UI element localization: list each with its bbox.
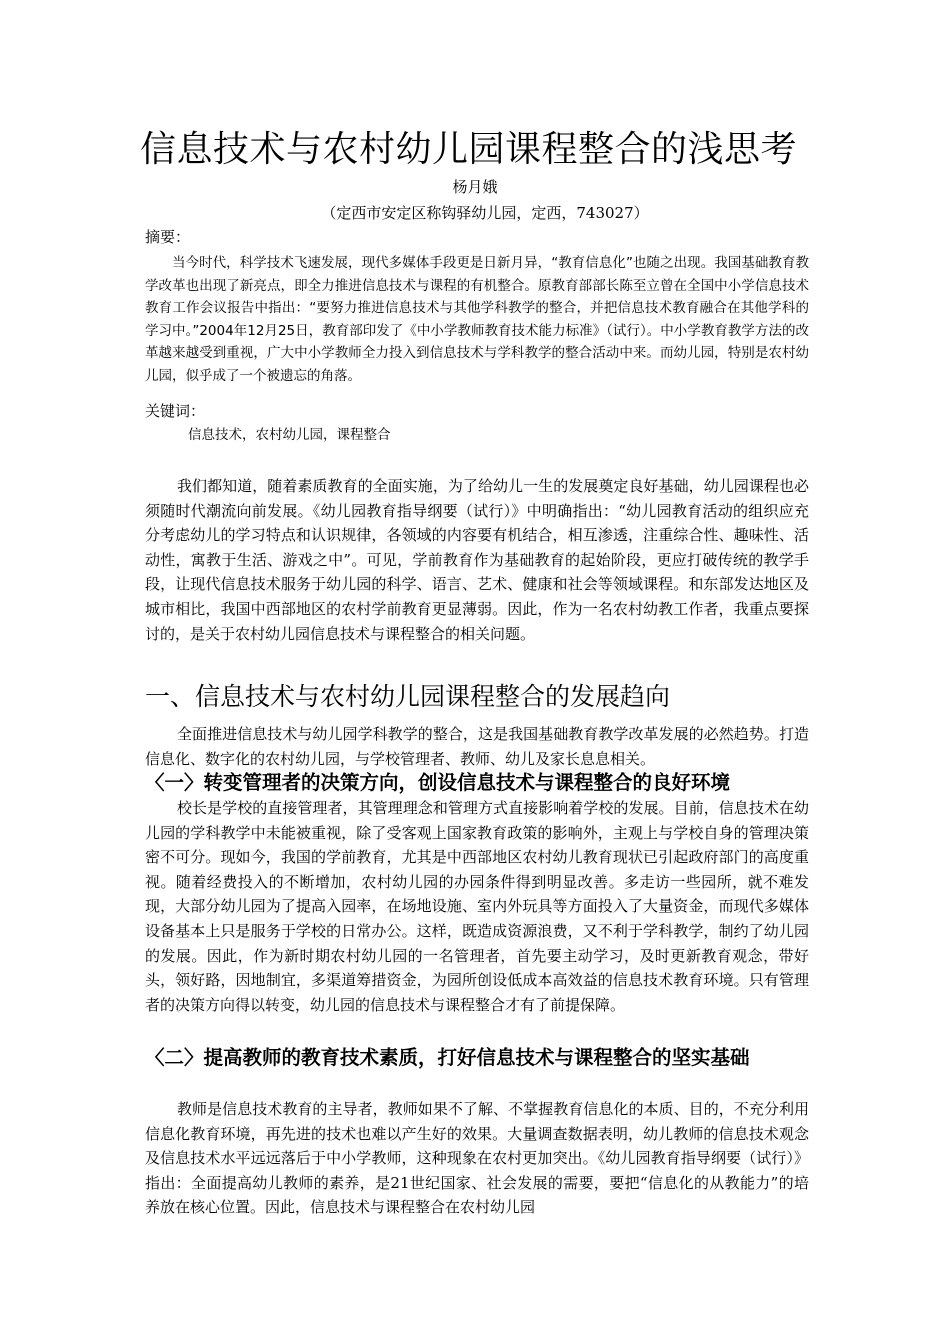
keywords-label: 关键词： <box>145 402 206 420</box>
keywords-text: 信息技术，农村幼儿园，课程整合 <box>188 427 391 443</box>
abstract-label: 摘要： <box>145 228 191 246</box>
author-name: 杨月娥 <box>452 178 498 196</box>
section-1-heading: 一、信息技术与农村幼儿园课程整合的发展趋向 <box>145 682 671 711</box>
section-1-paragraph: 全面推进信息技术与幼儿园学科教学的整合，这是我国基础教育教学改革发展的必然趋势。打造信息化、数字化的农村幼儿园，与学校管理者、教师、幼儿及家长息息相关。 <box>145 725 809 768</box>
intro-paragraph: 我们都知道，随着素质教育的全面实施，为了给幼儿一生的发展奠定良好基础，幼儿园课程也必须随时代潮流向前发展。《幼儿园教育指导纲要（试行）》中明确指出：“幼儿园教育活动的组织应充分考虑幼儿的学习特点和认识规律，各领域的内容要有机结合，相互渗透，注重综合性、趣味性、活动性，寓教于生活、游戏之中”。可见，学前教育作为基础教育的起始阶段，更应打破传统的教学手段，让现代信息技术服务于幼儿园的科学、语言、艺术、健康和社会等领域课程。和东部发达地区及城市相比，我国中西部地区的农村学前教育更显薄弱。因此，作为一名农村幼教工作者，我重点要探讨的，是关于农村幼儿园信息技术与课程整合的相关问题。 <box>145 477 809 643</box>
subsection-2-heading: 〈二〉提高教师的教育技术素质，打好信息技术与课程整合的坚实基础 <box>145 1046 750 1069</box>
author-affiliation: （定西市安定区称钩驿幼儿园，定西，743027） <box>321 204 649 222</box>
subsection-1-paragraph: 校长是学校的直接管理者，其管理理念和管理方式直接影响着学校的发展。目前，信息技术在幼儿园的学科教学中未能被重视，除了受客观上国家教育政策的影响外，主观上与学校自身的管理决策密不可分。现如今，我国的学前教育，尤其是中西部地区农村幼儿教育现状已引起政府部门的高度重视。随着经费投入的不断增加，农村幼儿园的办园条件得到明显改善。多走访一些园所，就不难发现，大部分幼儿园为了提高入园率，在场地设施、室内外玩具等方面投入了大量资金，而现代多媒体设备基本上只是服务于学校的日常办公。这样，既造成资源浪费，又不利于学科教学，制约了幼儿园的发展。因此，作为新时期农村幼儿园的一名管理者，首先要主动学习，及时更新教育观念，带好头，领好路，因地制宜，多渠道筹措资金，为园所创设低成本高效益的信息技术教育环境。只有管理者的决策方向得以转变，幼儿园的信息技术与课程整合才有了前提保障。 <box>145 799 809 1014</box>
abstract-text: 当今时代，科学技术飞速发展，现代多媒体手段更是日新月异，“教育信息化”也随之出现。我国基础教育教学改革也出现了新亮点，即全力推进信息技术与课程的有机整合。原教育部部长陈至立曾在全国中小学信息技术教育工作会议报告中指出：“要努力推进信息技术与其他学科教学的整合，并把信息技术教育融合在其他学科的学习中。”2004年12月25日，教育部印发了《中小学教师教育技术能力标准》（试行）。中小学教育教学方法的改革越来越受到重视，广大中小学教师全力投入到信息技术与学科教学的整合活动中来。而幼儿园，特别是农村幼儿园，似乎成了一个被遗忘的角落。 <box>145 255 809 384</box>
subsection-1-heading: 〈一〉转变管理者的决策方向，创设信息技术与课程整合的良好环境 <box>145 771 731 794</box>
subsection-2-paragraph: 教师是信息技术教育的主导者，教师如果不了解、不掌握教育信息化的本质、目的，不充分利用信息化教育环境，再先进的技术也难以产生好的效果。大量调查数据表明，幼儿教师的信息技术观念及信息技术水平远远落后于中小学教师，这种现象在农村更加突出。《幼儿园教育指导纲要（试行）》指出：全面提高幼儿教师的素养，是21世纪国家、社会发展的需要，要把“信息化的从教能力”的培养放在核心位置。因此，信息技术与课程整合在农村幼儿园 <box>145 1100 809 1217</box>
document-title: 信息技术与农村幼儿园课程整合的浅思考 <box>140 129 798 170</box>
